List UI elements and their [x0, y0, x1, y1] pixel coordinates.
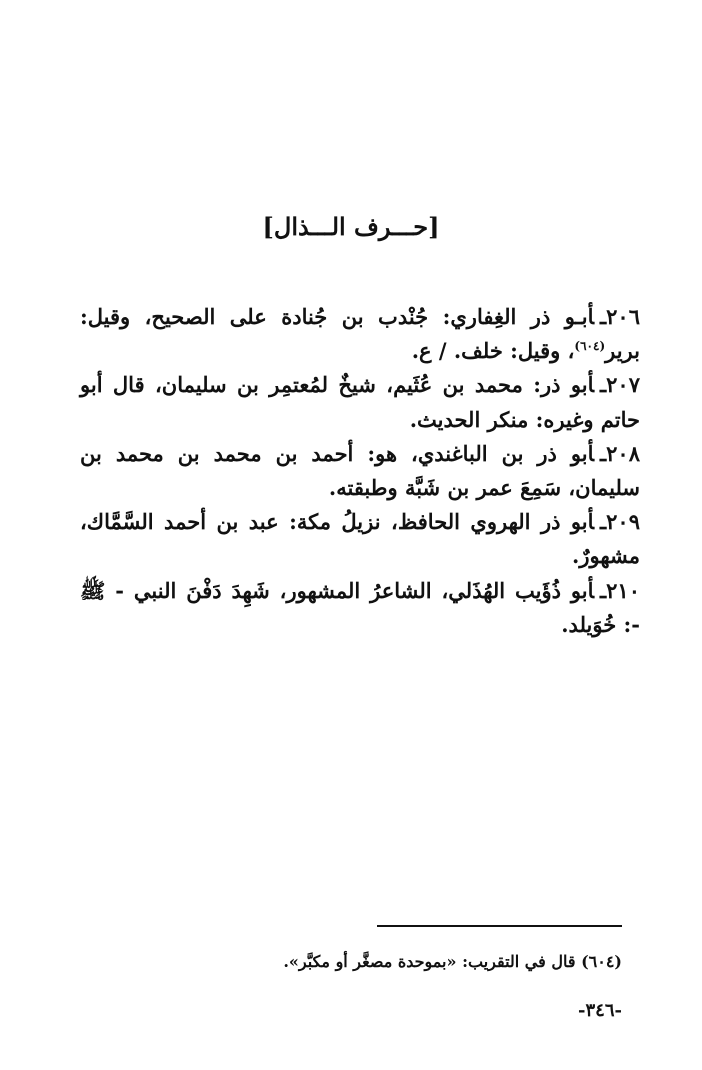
entry-number: ٢١٠ـ	[600, 577, 640, 603]
entry-number: ٢٠٨ـ	[600, 440, 640, 466]
entry-text: أبو ذر: محمد بن عُثَيم، شيخٌ لمُعتمِر بن سليمان، قال أبو حاتم وغيره: منكر الحديث.	[80, 372, 640, 432]
entry-209	[80, 505, 640, 573]
entry-text: أبو ذر بن الباغندي، هو: أحمد بن محمد بن محمد بن سليمان، سَمِعَ عمر بن شَبَّة وطبقته.	[80, 440, 640, 501]
footnote-divider	[377, 925, 622, 927]
footnote-reference[interactable]: (٦٠٤)	[574, 339, 606, 354]
entry-207	[80, 368, 640, 436]
entry-number: ٢٠٧ـ	[600, 372, 640, 398]
entry-text: أبو ذر الهروي الحافظ، نزيلُ مكة: عبد بن أحمد السَّمَّاك، مشهورٌ.	[80, 509, 640, 569]
entry-208	[80, 437, 640, 505]
entry-206	[80, 300, 640, 368]
entry-210	[80, 574, 640, 642]
entry-text-continued: ، وقيل: خلف. / ع.	[411, 338, 575, 364]
entry-number: ٢٠٩ـ	[600, 509, 640, 535]
entries-list	[80, 300, 640, 642]
entry-number: ٢٠٦ـ	[600, 304, 640, 329]
chapter-title: [حـــرف الـــذال]	[262, 212, 440, 241]
entry-text: أبـو ذر الغِفاري: جُنْدب بن جُنادة على الصحيح، وقيل: برير	[80, 304, 640, 364]
page-number: -٣٤٦-	[578, 1000, 622, 1021]
footnote: (٦٠٤) قال في التقريب: «بموحدة مصغَّر أو مكبَّر».	[283, 952, 622, 971]
entry-text: أبو ذُؤَيب الهُذَلي، الشاعرُ المشهور، شَهِدَ دَفْنَ النبي - ﷺ -: خُوَيلد.	[80, 577, 640, 637]
